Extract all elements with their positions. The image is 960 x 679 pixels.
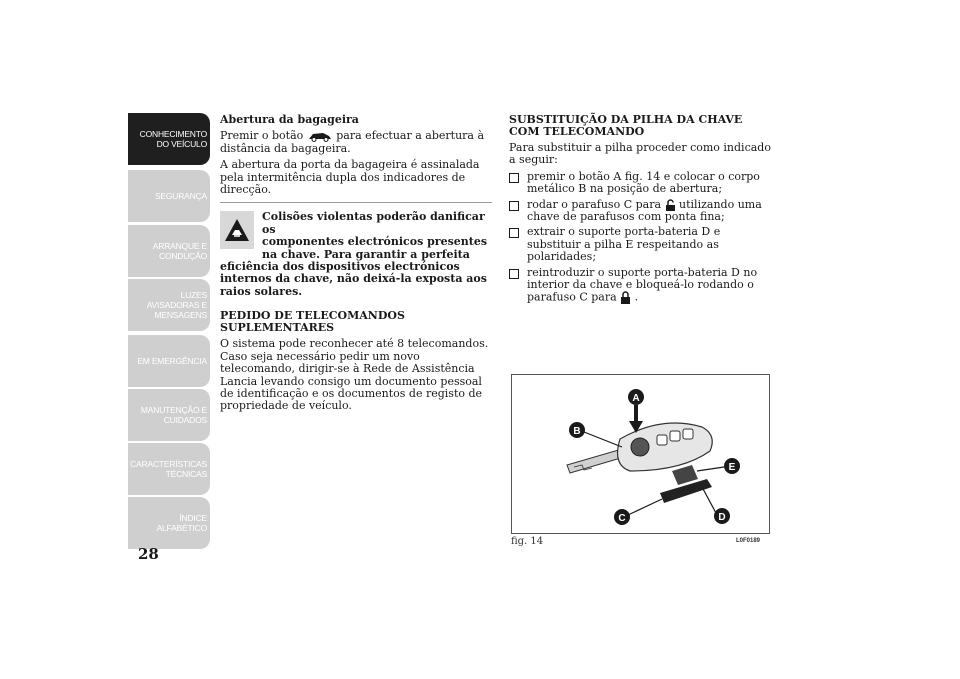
text-fragment: reintroduzir o suporte porta-bateria D no interior da chave e bloqueá-lo rodando o parafuso C para xyxy=(527,265,758,304)
battery-steps xyxy=(509,171,771,305)
figure-label: E xyxy=(728,462,736,473)
chapter-tab-label: TÉCNICAS xyxy=(165,469,207,479)
chapter-tab[interactable] xyxy=(128,170,210,222)
chapter-tab-label: CONHECIMENTO xyxy=(139,129,207,139)
text-fragment: rodar o parafuso C para xyxy=(527,197,662,211)
chapter-tab[interactable] xyxy=(128,113,210,165)
list-item xyxy=(509,226,771,263)
figure-label: C xyxy=(618,513,626,524)
figure-code: L0F0189 xyxy=(736,538,761,544)
text-fragment: . xyxy=(634,290,639,304)
chapter-tab-label: LUZES xyxy=(180,290,207,300)
warning-triangle-icon xyxy=(224,218,250,242)
checkbox-bullet-icon xyxy=(509,269,519,279)
figure-label: B xyxy=(573,426,581,437)
chapter-tab-label: ÍNDICE xyxy=(179,513,207,523)
chapter-tab-label: DO VEÍCULO xyxy=(156,139,207,149)
figure-label: D xyxy=(718,512,726,523)
chapter-tab-label: AVISADORAS E xyxy=(146,300,207,310)
chapter-tab[interactable] xyxy=(128,225,210,277)
section-title-remotes: PEDIDO DE TELECOMANDOS SUPLEMENTARES xyxy=(220,309,405,335)
chapter-tab-label: ALFABÉTICO xyxy=(156,523,207,533)
chapter-tab-label: ARRANQUE E xyxy=(152,241,207,251)
paragraph-battery-intro: Para substituir a pilha proceder como indicado a seguir: xyxy=(509,141,771,167)
warning-line: na chave. Para garantir a perfeita xyxy=(262,247,470,261)
key-trunk-icon xyxy=(307,130,333,142)
list-item xyxy=(509,171,771,196)
text-fragment: para efectuar a abertura à distância da bagageira. xyxy=(220,129,485,155)
chapter-tab[interactable] xyxy=(128,335,210,387)
list-item xyxy=(509,199,771,224)
text-fragment: Premir o botão xyxy=(220,129,304,143)
page-number: 28 xyxy=(138,545,159,563)
left-column xyxy=(220,114,492,417)
checkbox-bullet-icon xyxy=(509,201,519,211)
warning-icon-box xyxy=(220,211,254,249)
lock-icon xyxy=(620,291,631,304)
warning-box xyxy=(220,202,492,298)
figure-caption: fig. 14 xyxy=(511,536,544,547)
key-battery-figure xyxy=(511,374,770,534)
text-fragment: extrair o suporte porta-bateria D e substituir a pilha E respeitando as polaridades; xyxy=(527,225,721,264)
right-column xyxy=(509,114,771,307)
chapter-tab-label: MANUTENÇÃO E xyxy=(140,405,207,415)
checkbox-bullet-icon xyxy=(509,173,519,183)
figure-label: A xyxy=(632,393,640,404)
chapter-tab-label: SEGURANÇA xyxy=(154,191,207,201)
list-item xyxy=(509,267,771,305)
chapter-tab-label: MENSAGENS xyxy=(154,310,207,320)
text-fragment: premir o botão A fig. 14 e colocar o corpo metálico B na posição de abertura; xyxy=(527,169,760,196)
chapter-tab[interactable] xyxy=(128,443,210,495)
warning-line: eficiência dos dispositivos electrónicos internos da chave, não deixá-la exposta aos raios solares. xyxy=(220,260,487,298)
chapter-tab[interactable] xyxy=(128,389,210,441)
text-fragment: utilizando uma chave de parafusos com ponta fina; xyxy=(527,197,762,224)
chapter-tab-label: CARACTERÍSTICAS xyxy=(130,459,207,469)
warning-text xyxy=(220,211,492,298)
chapter-tab-label: EM EMERGÊNCIA xyxy=(137,356,207,366)
chapter-tab[interactable] xyxy=(128,279,210,331)
key-illustration xyxy=(512,375,769,533)
unlock-icon xyxy=(665,199,676,211)
chapter-tab-label: CUIDADOS xyxy=(163,415,207,425)
checkbox-bullet-icon xyxy=(509,228,519,238)
warning-line: componentes electrónicos presentes xyxy=(262,235,488,249)
chapter-tab-label: CONDUÇÃO xyxy=(159,251,207,261)
paragraph-remotes: O sistema pode reconhecer até 8 telecomandos. Caso seja necessário pedir um novo telecomando, dirigir-se à Rede de Assistência Lancia levando consigo um documento pessoal de identificação e os documentos de registo de propriedade de veículo. xyxy=(220,337,489,413)
section-heading-trunk: Abertura da bagageira xyxy=(220,113,359,126)
section-title-battery: SUBSTITUIÇÃO DA PILHA DA CHAVE COM TELECOMANDO xyxy=(509,113,743,138)
chapter-tab[interactable] xyxy=(128,497,210,549)
warning-line: Colisões violentas poderão danificar os xyxy=(262,210,485,236)
paragraph-trunk-signal: A abertura da porta da bagageira é assinalada pela intermitência dupla dos indicadores de direcção. xyxy=(220,158,480,197)
paragraph-trunk-button xyxy=(220,130,492,155)
